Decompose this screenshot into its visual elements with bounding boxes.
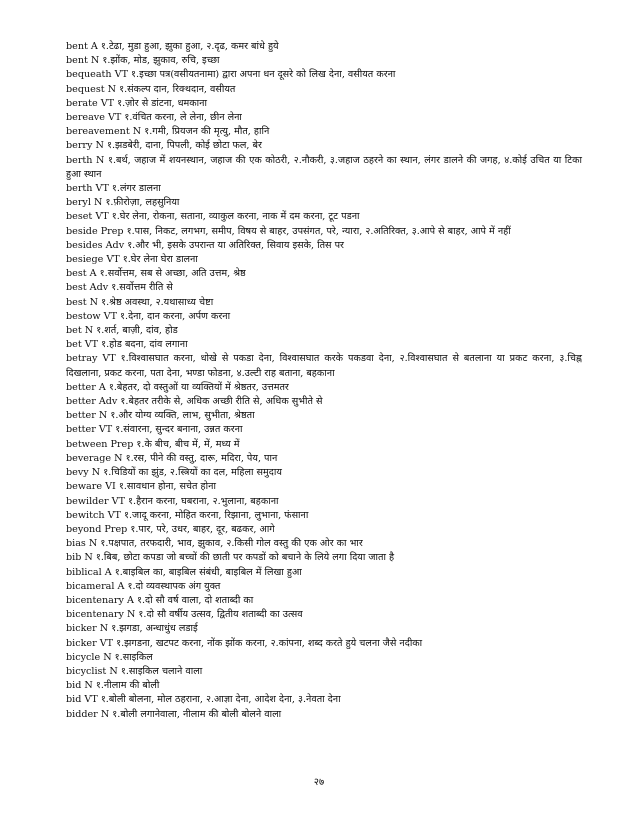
entry-definition: १.इच्छा पत्र(वसीयतनामा) द्वारा अपना धन दूसरे को लिख देना, वसीयत करना <box>131 69 396 81</box>
entry-headword: bicentenary <box>66 609 124 621</box>
entry-headword: bewitch <box>66 509 105 521</box>
entry-part-of-speech: N <box>84 325 94 337</box>
entry-definition: १.साइकिल चलाने वाला <box>120 665 203 677</box>
entry-definition: १.पास, निकट, लगभग, समीप, विषय से बाहर, उपसंगत, परे, न्यारा, २.अतिरिक्त, ३.आपे से बाहर, आपे में नहीं <box>126 225 511 237</box>
dictionary-entry <box>66 324 582 338</box>
entry-definition: १.देना, दान करना, अर्पण करना <box>120 310 231 322</box>
dictionary-entry <box>66 338 582 352</box>
entry-headword: between <box>66 438 108 450</box>
entry-part-of-speech: Prep <box>100 225 124 237</box>
entry-part-of-speech: VT <box>111 495 125 507</box>
dictionary-entry <box>66 253 582 267</box>
entry-part-of-speech: N <box>98 410 108 422</box>
entry-definition: १.दो व्यवस्थापक अंग युक्त <box>127 580 221 592</box>
dictionary-entry <box>66 239 582 253</box>
dictionary-entry <box>66 409 582 423</box>
entry-part-of-speech: VT <box>106 254 120 266</box>
dictionary-entry <box>66 580 582 594</box>
entry-headword: berry <box>66 140 93 152</box>
entry-part-of-speech: VT <box>103 310 117 322</box>
entry-part-of-speech: A <box>98 381 106 393</box>
entry-definition: १.चिडियों का झुंड, २.स्त्रियों का दल, महिला समुदाय <box>103 467 282 479</box>
entry-definition: १.सर्वोत्तम रीति से <box>111 282 173 294</box>
entry-headword: bib <box>66 552 82 564</box>
dictionary-entry <box>66 125 582 139</box>
entry-part-of-speech: N <box>89 296 99 308</box>
entry-headword: bicameral <box>66 580 115 592</box>
entry-headword: bicyclist <box>66 665 107 677</box>
entry-part-of-speech: VT <box>100 97 115 109</box>
dictionary-entry <box>66 395 582 409</box>
dictionary-entry <box>66 495 582 509</box>
entry-part-of-speech: N <box>90 55 100 67</box>
entry-headword: beware <box>66 481 103 493</box>
dictionary-entry <box>66 438 582 452</box>
entry-definition: १.बर्थ, जहाज में शयनस्थान, जहाज की एक कोठरी, २.नौकरी, ३.जहाज ठहरने का स्थान, लंगर डालने की जगह, ४.कोई उचित या टिका हुआ स्थान <box>66 154 582 180</box>
entry-definition: १.झडबेरी, दाना, पिपली, कोई छोटा फल, बेर <box>106 140 262 152</box>
entry-headword: bent <box>66 55 88 67</box>
entry-headword: better <box>66 381 96 393</box>
entry-headword: bequeath <box>66 69 112 81</box>
entry-headword: best <box>66 296 87 308</box>
entry-definition: १.बिब, छोटा कपडा जो बच्चों की छाती पर कपडों को बचाने के लिये लगा दिया जाता है <box>95 552 395 564</box>
entry-part-of-speech: N <box>103 651 112 663</box>
entry-part-of-speech: N <box>109 665 118 677</box>
entry-definition: १.टेढा, मुडा हुआ, झुका हुआ, २.दृढ, कमर बांधे हुये <box>100 41 279 52</box>
entry-definition: १.बोली बोलना, मोल ठहराना, २.आज्ञा देना, आदेश देना, ३.नेवता देना <box>100 694 341 706</box>
dictionary-entry <box>66 196 582 210</box>
dictionary-entry <box>66 551 582 565</box>
entry-headword: better <box>66 396 96 408</box>
dictionary-entry <box>66 651 582 665</box>
entry-headword: better <box>66 410 96 422</box>
dictionary-entry <box>66 537 582 551</box>
entry-headword: beryl <box>66 197 91 209</box>
entry-part-of-speech: N <box>84 552 93 564</box>
dictionary-entry <box>66 68 582 82</box>
entry-definition: १.साइकिल <box>114 651 153 663</box>
dictionary-entry <box>66 566 582 580</box>
entry-list <box>66 40 582 722</box>
entry-headword: beside <box>66 225 98 237</box>
entry-headword: bent <box>66 41 88 52</box>
entry-headword: berth <box>66 183 93 195</box>
entry-part-of-speech: A <box>104 566 112 578</box>
entry-headword: bid <box>66 694 82 706</box>
entry-part-of-speech: Prep <box>104 523 128 535</box>
dictionary-entry <box>66 111 582 125</box>
entry-headword: bevy <box>66 467 89 479</box>
dictionary-entry <box>66 665 582 679</box>
entry-headword: besides <box>66 239 103 251</box>
entry-headword: bid <box>66 680 82 692</box>
entry-headword: bicker <box>66 637 97 649</box>
dictionary-entry <box>66 281 582 295</box>
entry-definition: १.नीलाम की बोली <box>95 680 160 692</box>
entry-headword: bicycle <box>66 651 101 663</box>
dictionary-entry <box>66 210 582 224</box>
entry-part-of-speech: VT <box>107 509 121 521</box>
entry-part-of-speech: VT <box>114 69 128 81</box>
entry-part-of-speech: VT <box>98 424 113 436</box>
entry-headword: bet <box>66 325 82 337</box>
entry-part-of-speech: N <box>107 83 117 95</box>
entry-headword: besiege <box>66 254 104 266</box>
entry-part-of-speech: N <box>132 126 142 138</box>
dictionary-entry <box>66 296 582 310</box>
dictionary-entry <box>66 182 582 196</box>
entry-part-of-speech: A <box>117 580 125 592</box>
entry-part-of-speech: A <box>89 268 97 280</box>
entry-definition: १.घेर लेना घेरा डालना <box>122 254 198 266</box>
entry-part-of-speech: A <box>126 594 134 606</box>
entry-headword: bereavement <box>66 126 130 138</box>
entry-part-of-speech: VI <box>105 481 116 493</box>
dictionary-entry <box>66 452 582 466</box>
entry-definition: १.ज़ोर से डांटना, धमकाना <box>117 97 207 109</box>
entry-headword: bequest <box>66 83 105 95</box>
dictionary-entry <box>66 381 582 395</box>
entry-definition: १.लंगर डालना <box>111 183 161 195</box>
entry-headword: biblical <box>66 566 102 578</box>
entry-headword: best <box>66 268 87 280</box>
entry-definition: १.झगडना, खटपट करना, नोंक झोंक करना, २.कांपना, शब्द करते हुये चलना जैसे नदीका <box>116 637 423 649</box>
entry-definition: १.शर्त, बाज़ी, दांव, होड <box>96 325 178 337</box>
dictionary-entry <box>66 594 582 608</box>
entry-headword: bet <box>66 339 82 351</box>
entry-definition: १.जादू करना, मोहित करना, रिझाना, लुभाना, फंसाना <box>123 509 309 521</box>
entry-definition: १.वंचित करना, ले लेना, छीन लेना <box>124 112 242 124</box>
entry-definition: १.संवारना, सुन्दर बनाना, उन्नत करना <box>115 424 243 436</box>
entry-definition: १.बेहतर, दो वस्तुओं या व्यक्तियों में श्रेष्ठतर, उत्तमतर <box>108 381 289 393</box>
entry-part-of-speech: N <box>96 154 105 166</box>
entry-part-of-speech: N <box>93 197 103 209</box>
entry-part-of-speech: N <box>126 609 136 621</box>
entry-headword: beyond <box>66 523 102 535</box>
dictionary-page <box>66 40 582 722</box>
entry-definition: १.बोली लगानेवाला, नीलाम की बोली बोलने वाला <box>112 708 282 720</box>
entry-definition: १.होड बदना, दांव लगाना <box>101 339 188 351</box>
entry-part-of-speech: N <box>100 708 110 720</box>
entry-definition: १.रस, पीने की वस्तु, दारू, मदिरा, पेय, पान <box>125 452 278 464</box>
entry-definition: १.गमी, प्रियजन की मृत्यु, मौत, हानि <box>144 126 270 138</box>
dictionary-entry <box>66 708 582 722</box>
entry-headword: berate <box>66 97 98 109</box>
dictionary-entry <box>66 352 582 380</box>
entry-definition: १.और भी, इसके उपरान्त या अतिरिक्त, सिवाय इसके, तिस पर <box>127 239 344 251</box>
dictionary-entry <box>66 40 582 54</box>
dictionary-entry <box>66 622 582 636</box>
entry-part-of-speech: Adv <box>105 239 125 251</box>
entry-part-of-speech: Adv <box>89 282 109 294</box>
entry-headword: berth <box>66 154 93 166</box>
dictionary-entry <box>66 679 582 693</box>
entry-part-of-speech: VT <box>99 637 114 649</box>
entry-headword: bias <box>66 538 86 550</box>
dictionary-entry <box>66 225 582 239</box>
entry-part-of-speech: VT <box>84 694 98 706</box>
entry-headword: bereave <box>66 112 105 124</box>
dictionary-entry <box>66 423 582 437</box>
dictionary-entry <box>66 97 582 111</box>
dictionary-entry <box>66 267 582 281</box>
dictionary-entry <box>66 54 582 68</box>
dictionary-entry <box>66 83 582 97</box>
entry-headword: better <box>66 424 96 436</box>
entry-headword: bicker <box>66 623 97 635</box>
entry-definition: १.बेहतर तरीके से, अधिक अच्छी रीति से, अधिक सुभीते से <box>120 396 323 408</box>
entry-definition: १.सर्वोत्तम, सब से अच्छा, अति उत्तम, श्रेष्ठ <box>99 268 246 280</box>
dictionary-entry <box>66 693 582 707</box>
dictionary-entry <box>66 139 582 153</box>
entry-part-of-speech: VT <box>95 211 109 223</box>
entry-definition: १.संकल्प दान, रिक्थदान, वसीयत <box>119 83 236 95</box>
dictionary-entry <box>66 608 582 622</box>
entry-definition: १.फ़ीरोज़ा, लहसुनिया <box>105 197 180 209</box>
entry-part-of-speech: N <box>99 623 109 635</box>
page-number: २७ <box>313 777 325 788</box>
entry-headword: bidder <box>66 708 98 720</box>
entry-definition: १.दो सौ वर्ष वाला, दो शताब्दी का <box>136 594 254 606</box>
dictionary-entry <box>66 480 582 494</box>
entry-headword: bestow <box>66 310 101 322</box>
entry-part-of-speech: N <box>114 452 123 464</box>
entry-definition: १.श्रेष्ठ अवस्था, २.यथासाध्य चेष्टा <box>101 296 214 308</box>
entry-part-of-speech: VT <box>107 112 122 124</box>
entry-definition: १.बाइबिल का, बाइबिल संबंधी, बाइबिल में लिखा हुआ <box>114 566 302 578</box>
entry-headword: bicentenary <box>66 594 124 606</box>
entry-definition: १.झगडा, अन्धाधुंध लडाई <box>111 623 198 635</box>
entry-headword: beset <box>66 211 93 223</box>
entry-definition: १.घेर लेना, रोकना, सताना, व्याकुल करना, नाक में दम करना, टूट पडना <box>111 211 360 223</box>
entry-definition: १.दो सौ वर्षीय उत्सव, द्वितीय शताब्दी का उत्सव <box>138 609 303 621</box>
entry-definition: १.हैरान करना, घबराना, २.भुलाना, बहकाना <box>128 495 279 507</box>
entry-part-of-speech: N <box>95 140 104 152</box>
entry-part-of-speech: N <box>88 538 98 550</box>
entry-part-of-speech: VT <box>102 353 116 365</box>
entry-part-of-speech: VT <box>95 183 109 195</box>
entry-definition: १.और योग्य व्यक्ति, लाभ, सुभीता, श्रेष्ठता <box>110 410 255 422</box>
dictionary-entry <box>66 523 582 537</box>
entry-definition: १.के बीच, बीच में, में, मध्य में <box>136 438 240 450</box>
entry-part-of-speech: N <box>84 680 93 692</box>
dictionary-entry <box>66 637 582 651</box>
entry-part-of-speech: Adv <box>98 396 118 408</box>
dictionary-entry <box>66 509 582 523</box>
entry-definition: १.विश्वासघात करना, धोखे से पकडा देना, विश्वासघात करके पकडवा देना, २.विश्वासघात से बतलाना या प्रकट करना, ३.चिह्न दिखलाना, प्रकट करना, पता देना, भण्डा फोडना, ४.उल्टी राह बताना, बहकाना <box>66 353 582 379</box>
entry-part-of-speech: A <box>90 41 98 52</box>
entry-part-of-speech: N <box>91 467 101 479</box>
entry-headword: beverage <box>66 452 112 464</box>
dictionary-entry <box>66 466 582 480</box>
entry-definition: १.पार, परे, उधर, बाहर, दूर, बढकर, आगे <box>130 523 275 535</box>
entry-headword: betray <box>66 353 98 365</box>
entry-definition: १.सावधान होना, सचेत होना <box>118 481 216 493</box>
dictionary-entry <box>66 154 582 182</box>
entry-definition: १.पक्षपात, तरफदारी, भाव, झुकाव, २.किसी गोल वस्तु की एक ओर का भार <box>100 538 363 550</box>
entry-headword: best <box>66 282 87 294</box>
dictionary-entry <box>66 310 582 324</box>
entry-headword: bewilder <box>66 495 109 507</box>
entry-definition: १.झोंक, मोड, झुकाव, रुचि, इच्छा <box>102 55 220 67</box>
entry-part-of-speech: VT <box>84 339 99 351</box>
entry-part-of-speech: Prep <box>110 438 134 450</box>
